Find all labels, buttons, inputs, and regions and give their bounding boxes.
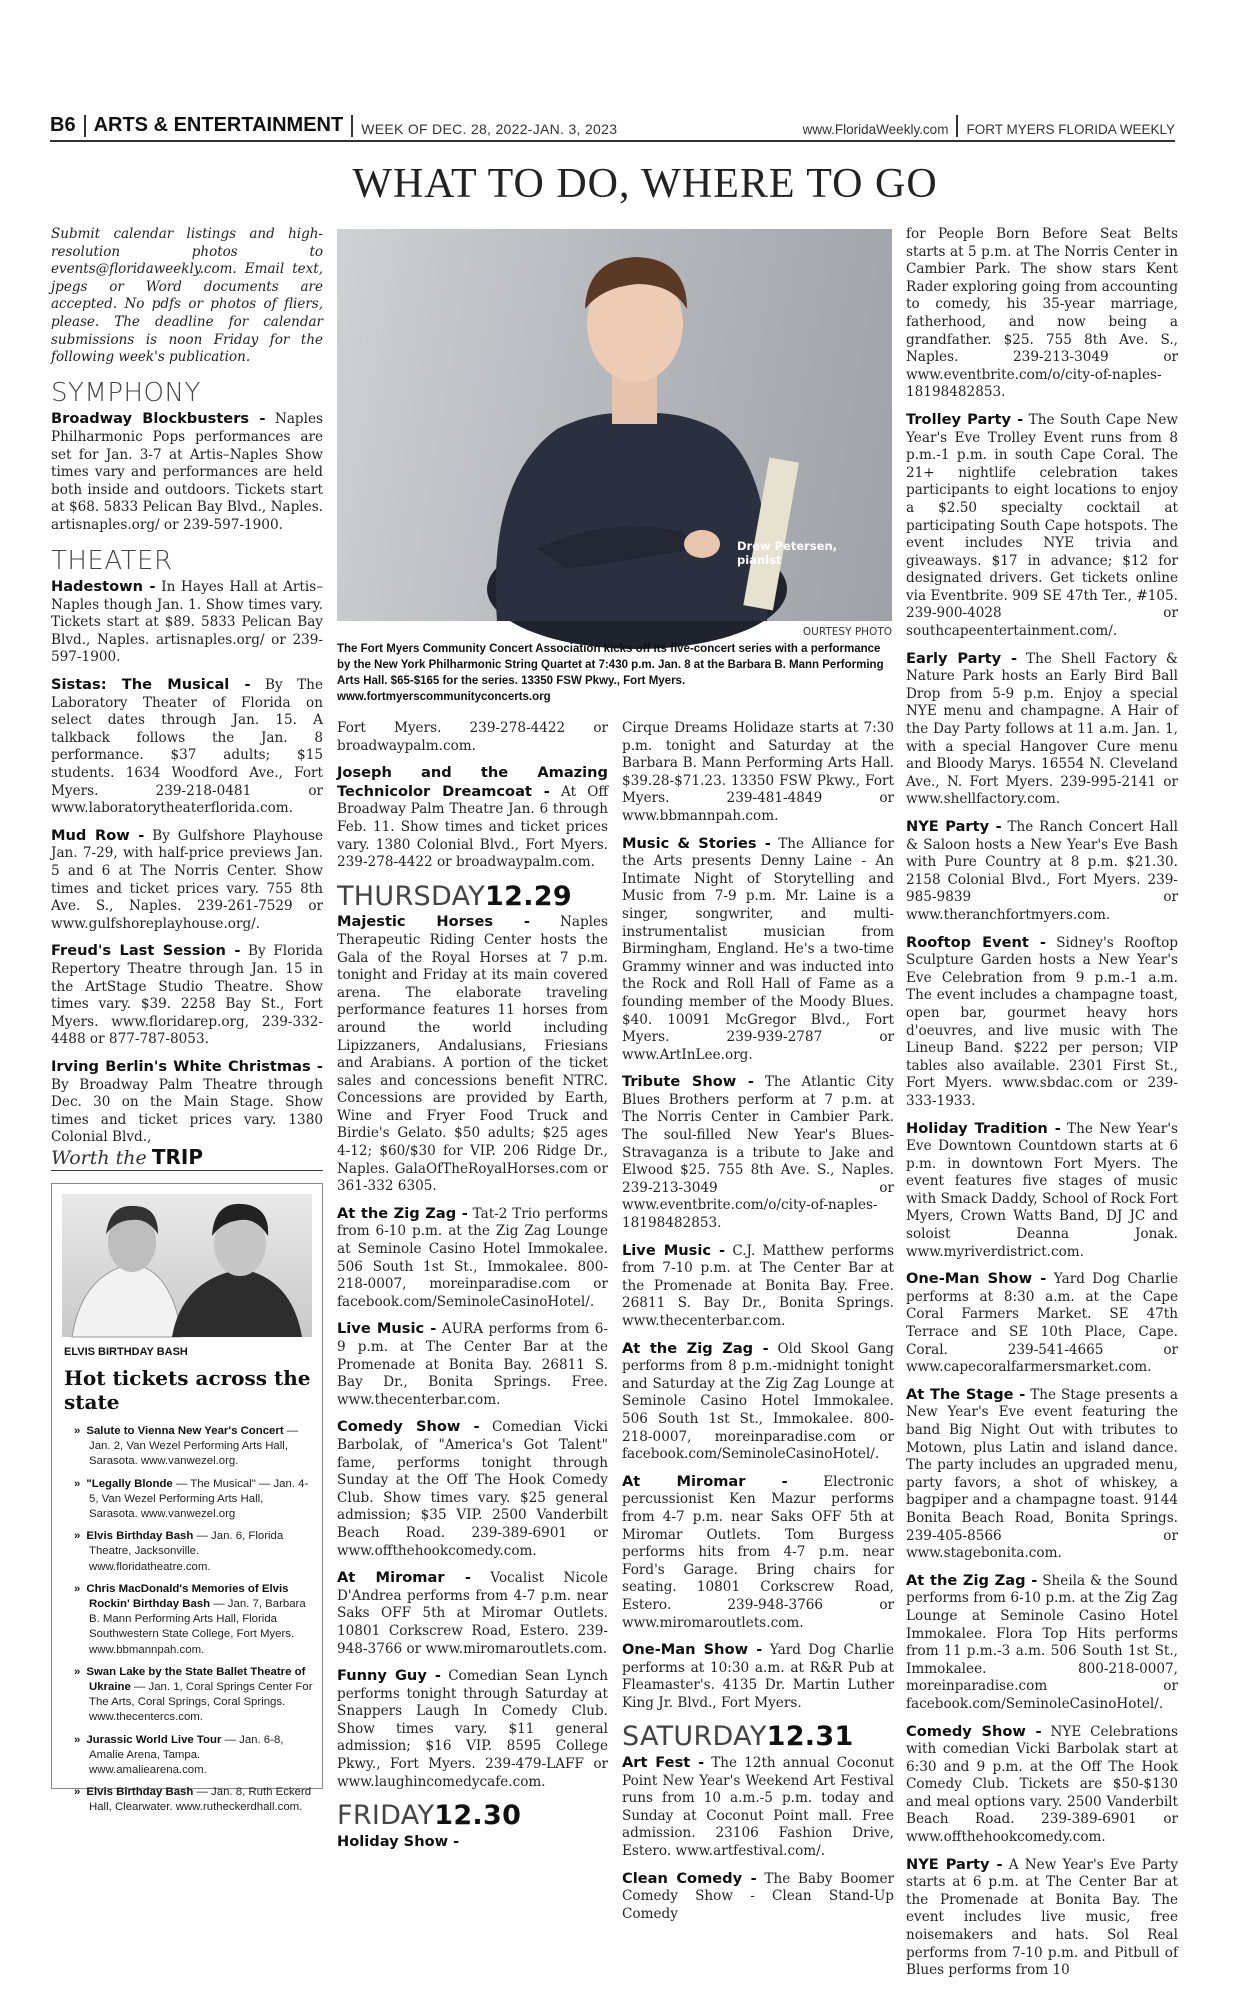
listing: Freud's Last Session - By Florida Repertory Theatre through Jan. 15 in the ArtStage Studio Theatre. Show times vary. $39. 2258 Bay St., Fort Myers. www.floridarep.org, 239-332-4488 or 877-787-8053.	[51, 942, 323, 1048]
listing: Mud Row - By Gulfshore Playhouse Jan. 7-29, with half-price previews Jan. 5 and 6 at The Norris Center. Show times and ticket prices vary. 755 8th Ave. S., Naples. 239-261-7529 or www.gulfshoreplayhouse.org/.	[51, 826, 324, 932]
listing: Rooftop Event - Sidney's Rooftop Sculpture Garden hosts a New Year's Eve Celebration from 9 p.m.-1 a.m. The event includes a champagne toast, open bar, gourmet heavy hors d'oeuvres, and live music with The Lineup Band. $222 per person; VIP tables also available. 2301 First St., Fort Myers. www.sbdac.com or 239-333-1933.	[906, 933, 1178, 1109]
listing: Holiday Tradition - The New Year's Eve Downtown Countdown starts at 6 p.m. in downtown Fort Myers. The event features five stages of music with Smack Daddy, School of Rock Fort Myers, Crown Watts Band, DJ JC and soloist Deanna Jonak. www.myriverdistrict.com.	[906, 1119, 1178, 1260]
category-symphony: SYMPHONY	[51, 377, 201, 408]
header-divider	[351, 115, 353, 137]
category-theater: THEATER	[51, 545, 173, 576]
day-header-friday: FRIDAY12.30	[337, 1800, 522, 1832]
column-2	[337, 720, 608, 1860]
listing: Comedy Show - NYE Celebrations with comedian Vicki Barbolak start at 6:30 and 9 p.m. at the Off The Hook Comedy Club. Tickets are $50-$130 and meal options vary. 2500 Vanderbilt Beach Road. 239-389-6901 or www.offthehookcomedy.com.	[906, 1722, 1178, 1846]
listing: Clean Comedy - The Baby Boomer Comedy Show - Clean Stand-Up Comedy	[622, 1869, 894, 1922]
header-divider	[956, 115, 958, 137]
hot-tickets-box	[51, 1183, 323, 1814]
listing: Comedy Show - Comedian Vicki Barbolak, of "America's Got Talent" fame, performs tonight through Sunday at the Off The Hook Comedy Club. Show times vary. $25 general admission; $35 VIP. 2500 Vanderbilt Beach Road. 239-389-6901 or www.offthehookcomedy.com.	[337, 1418, 608, 1559]
listing: NYE Party - The Ranch Concert Hall & Saloon hosts a New Year's Eve Bash with Pure Country at 8 p.m. $21.30. 2158 Colonial Blvd., Fort Myers. 239-985-9839 or www.theranchfortmyers.com.	[906, 818, 1178, 923]
worth-the-trip-heading: Worth the TRIP	[51, 1145, 323, 1171]
listing-continued: Fort Myers. 239-278-4422 or broadwaypalm.com.	[337, 720, 608, 754]
listing: Music & Stories - The Alliance for the Arts presents Denny Laine - An Intimate Night of Storytelling and Music from 7-9 p.m. Mr. Laine is a singer, songwriter, and multi-instrumentalist musician from Birmingham, England. He's a two-time Grammy winner and was inducted into the Rock and Roll Hall of Fame as a founding member of the Moody Blues. $40. 10091 McGregor Blvd., Fort Myers. 239-939-2787 or www.ArtInLee.org.	[622, 834, 894, 1063]
list-item: » "Legally Blonde — The Musical" — Jan. 4-5, Van Wezel Performing Arts Hall, Sarasota. www.vanwezel.org	[74, 1477, 314, 1523]
column-1	[51, 226, 323, 1156]
listing: Hadestown - In Hayes Hall at Artis–Naples though Jan. 1. Show times vary. Tickets start at $89. 5833 Pelican Bay Blvd., Naples. artisnaples.org/ or 239-597-1900.	[51, 578, 323, 666]
listing: Sistas: The Musical - By The Laboratory Theater of Florida on select dates through Jan. 15. A talkback follows the Jan. 8 performance. $37 adults; $15 students. 1634 Woodford Ave., Fort Myers. 239-218-0481 or www.laboratorytheaterflorida.com.	[51, 676, 323, 817]
list-item: » Salute to Vienna New Year's Concert — Jan. 2, Van Wezel Performing Arts Hall, Sarasota. www.vanwezel.org.	[74, 1424, 314, 1470]
page-title: WHAT TO DO, WHERE TO GO	[352, 161, 938, 207]
listing: At Miromar - Vocalist Nicole D'Andrea performs from 4-7 p.m. near Saks OFF 5th at Miromar Outlets. 10801 Corkscrew Road, Estero. 239-948-3766 or www.miromaroutlets.com.	[337, 1569, 608, 1657]
listing: Live Music - C.J. Matthew performs from 7-10 p.m. at The Center Bar at the Promenade at Bonita Bay. Free. 26811 S. Bay Dr., Bonita Springs. www.thecenterbar.com.	[622, 1241, 894, 1329]
photo-caption: The Fort Myers Community Concert Association kicks off its five-concert series with a performance by the New York Philharmonic String Quartet at 7:430 p.m. Jan. 8 at the Barbara B. Mann Performing Arts Hall. $65-$165 for the series. 13350 FSW Pkwy., Fort Myers. www.fortmyerscommunityconcerts.org	[337, 643, 884, 703]
section-name: ARTS & ENTERTAINMENT	[93, 114, 344, 136]
list-item: » Elvis Birthday Bash — Jan. 6, Florida Theatre, Jacksonville. www.floridatheatre.com.	[74, 1529, 314, 1575]
listing: Tribute Show - The Atlantic City Blues Brothers perform at 7 p.m. at The Norris Center in Cambier Park. The soul-filled New Year's Blues-Stravaganza is a tribute to Jake and Elwood $25. 755 8th Ave. S., Naples. 239-213-3049 or www.eventbrite.com/o/city-of-naples-18198482853.	[622, 1073, 894, 1232]
page-number: B6	[50, 114, 76, 136]
listing: At The Stage - The Stage presents a New Year's Eve event featuring the band Big Night Out with tributes to Motown, plus Latin and island dance. The party includes an upgraded menu, party favors, a shot of whiskey, a bagpiper and a champagne toast. 9144 Bonita Beach Road, Bonita Springs. 239-405-8566 or www.stagebonita.com.	[906, 1385, 1178, 1562]
list-item: » Elvis Birthday Bash — Jan. 8, Ruth Eckerd Hall, Clearwater. www.rutheckerdhall.com.	[74, 1785, 314, 1815]
list-item: » Chris MacDonald's Memories of Elvis Rockin' Birthday Bash — Jan. 7, Barbara B. Mann Performing Arts Hall, Florida Southwestern State College, Fort Myers. www.bbmannpah.com.	[74, 1582, 314, 1658]
listing: One-Man Show - Yard Dog Charlie performs at 8:30 a.m. at the Cape Coral Farmers Market. SE 47th Terrace and SE 10th Place, Cape. Coral. 239-541-4665 or www.capecoralfarmersmarket.com.	[906, 1270, 1178, 1376]
listing: One-Man Show - Yard Dog Charlie performs at 10:30 a.m. at R&R Pub at Fleamaster's. 4135 Dr. Martin Luther King Jr. Blvd., Fort Myers.	[622, 1641, 894, 1711]
listing: NYE Party - A New Year's Eve Party starts at 6 p.m. at The Center Bar at the Promenade at Bonita Bay. The event includes live music, free noisemakers and hats. Sol Real performs from 7-10 p.m. and Pitbull of Blues performs from 10	[906, 1855, 1179, 1979]
listing: Irving Berlin's White Christmas - By Broadway Palm Theatre through Dec. 30 on the Main Stage. Show times and ticket prices vary. 1380 Colonial Blvd.,	[51, 1057, 323, 1146]
header-divider	[84, 115, 86, 137]
listing: Broadway Blockbusters - Naples Philharmonic Pops performances are set for Jan. 3-7 at Artis–Naples Show times vary and performances are held both inside and outdoors. Tickets start at $68. 5833 Pelican Bay Blvd., Naples. artisnaples.org/ or 239-597-1900.	[51, 410, 323, 533]
website-link[interactable]: www.FloridaWeekly.com	[802, 122, 949, 137]
listing: At the Zig Zag - Sheila & the Sound performs from 6-10 p.m. at the Zig Zag Lounge at Seminole Casino Hotel Immokalee. Flora Top Hits performs from 11 p.m.-3 a.m. 506 South 1st St., Immokalee. 800-218-0007, moreinparadise.com or facebook.com/SeminoleCasinoHotel/.	[906, 1571, 1178, 1712]
column-3	[622, 720, 894, 1932]
hot-tickets-list	[74, 1424, 314, 1823]
listing: Trolley Party - The South Cape New Year's Eve Trolley Event runs from 8 p.m.-1 p.m. in south Cape Coral. The 21+ nightlife celebration takes participants to eight locations to enjoy a $2.50 specialty cocktail at participating South Cape hotspots. The event includes NYE trivia and giveaways. $17 in advance; $12 for designated drivers. Get tickets online via Eventbrite. 909 SE 47th Ter., #105. 239-900-4028 or southcapeentertainment.com/.	[906, 410, 1178, 640]
elvis-impersonators-illustration	[62, 1194, 312, 1337]
listing: Live Music - AURA performs from 6-9 p.m. at The Center Bar at the Promenade at Bonita Bay. 26811 S. Bay Dr., Bonita Springs. Free. www.thecenterbar.com.	[337, 1320, 609, 1408]
day-header-saturday: SATURDAY12.31	[622, 1721, 854, 1753]
photo-credit: OURTESY PHOTO	[802, 626, 892, 638]
listing: Early Party - The Shell Factory & Nature Park hosts an Early Bird Ball Drop from 5-9 p.m. Enjoy a special NYE menu and champagne. A Hair of the Day Party follows at 11 a.m. Jan. 1, with a special Hangover Cure menu and Bloody Marys. 16554 N. Cleveland Ave., N. Fort Myers. 239-995-2141 or www.shellfactory.com.	[906, 649, 1178, 808]
publication-name: FORT MYERS FLORIDA WEEKLY	[966, 122, 1175, 137]
listing: At the Zig Zag - Tat-2 Trio performs from 6-10 p.m. at the Zig Zag Lounge at Seminole Casino Hotel Immokalee. 506 South 1st St., Immokalee. 800-218-0007, moreinparadise.com or facebook.com/SeminoleCasinoHotel/.	[337, 1204, 608, 1310]
listing: Art Fest - The 12th annual Coconut Point New Year's Weekend Art Festival runs from 10 a.m.-5 p.m. today and Sunday at Coconut Point mall. Free admission. 23106 Fashion Drive, Estero. www.artfestival.com/.	[622, 1754, 895, 1860]
column-4	[906, 226, 1178, 1989]
photo-label: Drew Petersen, pianist	[737, 539, 838, 567]
listing: Holiday Show -	[337, 1832, 460, 1850]
featured-photo	[337, 229, 892, 621]
listing: At the Zig Zag - Old Skool Gang performs from 8 p.m.-midnight tonight and Saturday at the Zig Zag Lounge at Seminole Casino Hotel Immokalee. 506 South 1st St., Immokalee. 800-218-0007, moreinparadise.com or facebook.com/SeminoleCasinoHotel/.	[622, 1339, 895, 1463]
list-item: » Swan Lake by the State Ballet Theatre of Ukraine — Jan. 1, Coral Springs Center For The Arts, Coral Springs, Coral Springs. www.thecentercs.com.	[74, 1665, 314, 1726]
issue-week: WEEK OF DEC. 28, 2022-JAN. 3, 2023	[361, 121, 618, 137]
hot-tickets-heading: Hot tickets across the state	[64, 1366, 311, 1414]
listing-continued: Cirque Dreams Holidaze starts at 7:30 p.m. tonight and Saturday at the Barbara B. Mann Performing Arts Hall. $39.28-$71.23. 13350 FSW Pkwy., Fort Myers. 239-481-4849 or www.bbmannpah.com.	[622, 720, 894, 824]
listing-continued: for People Born Before Seat Belts starts at 5 p.m. at The Norris Center in Cambier Park. The show stars Kent Rader exploring going from accounting to comedy, his 35-year marriage, fatherhood, and now being a grandfather. $25. 755 8th Ave. S., Naples. 239-213-3049 or www.eventbrite.com/o/city-of-naples-18198482853.	[906, 226, 1179, 401]
listing: At Miromar - Electronic percussionist Ken Mazur performs from 4-7 p.m. near Saks OFF 5th at Miromar Outlets. Tom Burgess performs hits from 4-7 p.m. near Ford's Garage. Bring chairs for seating. 10801 Corkscrew Road, Estero. 239-948-3766 or www.miromaroutlets.com.	[622, 1472, 894, 1631]
listing: Funny Guy - Comedian Sean Lynch performs tonight through Saturday at Snappers Laugh In Comedy Club. Show times vary. $11 general admission; $16 VIP. 8595 College Pkwy., Fort Myers. 239-479-LAFF or www.laughincomedycafe.com.	[337, 1667, 608, 1790]
page-header	[50, 112, 1175, 142]
day-header-thursday: THURSDAY12.29	[337, 880, 572, 912]
elvis-photo-caption: ELVIS BIRTHDAY BASH	[64, 1346, 188, 1358]
listing: Majestic Horses - Naples Therapeutic Riding Center hosts the Gala of the Royal Horses at 7 p.m. tonight and Friday at its main covered arena. The elaborate traveling performance features 11 horses from around the world including Lipizzaners, Andalusians, Friesians and Arabians. A portion of the ticket sales and concessions benefit NTRC. Concessions are provided by Earth, Wine and Fryer Food Truck and Birdie's Gelato. $50 adults; $25 ages 4-12; $60/$30 for VIP. 206 Ridge Dr., Naples. GalaOfTheRoyalHorses.com or 361-332 6305.	[337, 913, 609, 1195]
submission-intro: Submit calendar listings and high-resolution photos to events@floridaweekly.com. Email text, jpegs or Word documents are accepted. No pdfs or photos of fliers, please. The deadline for calendar submissions is noon Friday for the following week's publication.	[51, 226, 323, 366]
listing: Joseph and the Amazing Technicolor Dreamcoat - At Off Broadway Palm Theatre Jan. 6 through Feb. 11. Show times and ticket prices vary. 1380 Colonial Blvd., Fort Myers. 239-278-4422 or broadwaypalm.com.	[337, 764, 608, 871]
list-item: » Jurassic World Live Tour — Jan. 6-8, Amalie Arena, Tampa. www.amaliearena.com.	[74, 1733, 314, 1779]
elvis-photo	[62, 1194, 312, 1337]
